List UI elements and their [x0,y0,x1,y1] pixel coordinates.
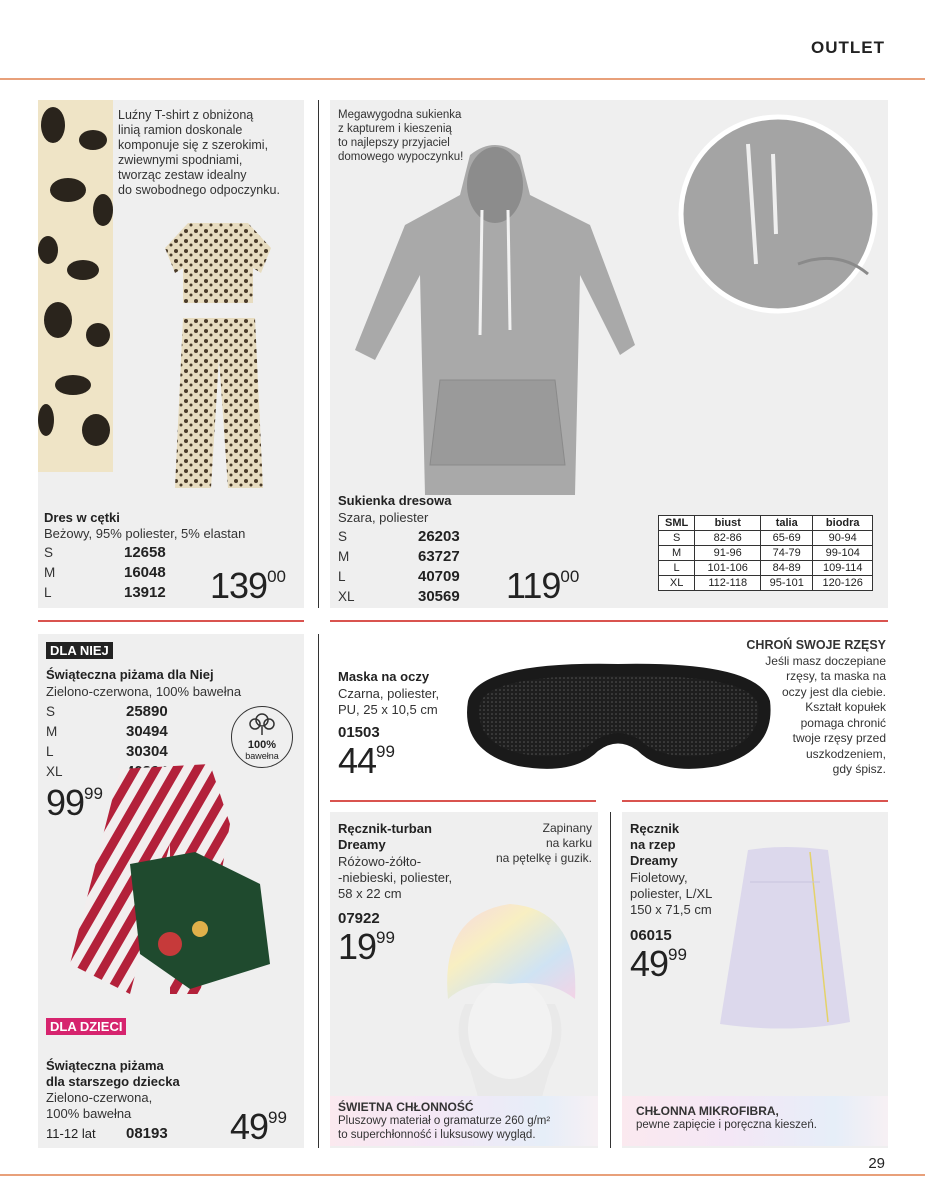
size-label: M [44,565,56,580]
turban-feature-stripe [330,1096,598,1146]
product-code: 26203 [418,528,460,545]
recznik-feature-stripe [622,1096,888,1146]
size-label: XL [338,589,355,604]
leopard-pajama-image [163,218,273,498]
price-int: 99 [46,782,85,823]
size-chart-cell: biust [695,516,761,531]
size-chart-row [659,561,873,576]
size-row [44,583,166,603]
price-dec: 99 [84,784,103,803]
kids-sub-line: Zielono-czerwona, [46,1090,153,1105]
size-chart-row [659,576,873,591]
size-chart-cell: 109-114 [813,561,873,576]
header-divider [0,78,925,80]
product-code: 16048 [124,564,166,581]
column-divider [318,100,319,608]
kids-product-code: 08193 [126,1125,168,1142]
dres-subtitle: Beżowy, 95% poliester, 5% elastan [44,526,246,541]
turban-price [338,926,395,968]
sleep-mask-image [458,656,778,786]
recznik-stripe-title: CHŁONNA MIKROFIBRA, [636,1104,779,1118]
product-code: 30494 [126,723,168,740]
sukienka-price [506,565,579,607]
dres-desc-line: Luźny T-shirt z obniżoną [118,108,254,122]
product-code: 63727 [418,548,460,565]
size-chart-cell: 101-106 [695,561,761,576]
maska-promo-line: Kształt kopułek [805,700,886,714]
turban-title-line: Ręcznik-turban [338,821,432,836]
sukienka-desc-line: Megawygodna sukienka [338,109,462,121]
size-row [46,742,168,762]
dres-size-list [44,543,166,603]
size-label: L [44,585,52,600]
size-label: S [338,529,348,544]
maska-section [330,634,888,794]
size-chart-cell: 82-86 [695,531,761,546]
price-dec: 99 [668,945,687,964]
size-chart-cell: 90-94 [813,531,873,546]
maska-promo-line: gdy śpisz. [832,762,886,776]
recznik-title-line: Ręcznik [630,821,680,836]
price-dec: 99 [268,1108,287,1127]
size-chart-row [659,531,873,546]
size-label: M [46,724,58,739]
turban-note-line: Zapinany [542,821,592,835]
turban-towel-image [430,894,600,1104]
pizama-subtitle: Zielono-czerwona, 100% bawełna [46,684,242,699]
recznik-stripe-line: pewne zapięcie i poręczna kieszeń. [636,1119,817,1131]
recznik-sub-line: Fioletowy, [630,870,688,885]
sukienka-desc-line: domowego wypoczynku! [338,151,464,163]
product-code: 40709 [418,568,460,585]
turban-sub-line: 58 x 22 cm [338,886,402,901]
price-int: 19 [338,926,377,967]
turban-stripe-title: ŚWIETNA CHŁONNOŚĆ [338,1100,474,1114]
maska-promo-line: uszkodzeniem, [805,746,886,761]
size-row [46,722,168,742]
cotton-flower-icon [247,711,277,735]
maska-promo-title: CHROŃ SWOJE RZĘSY [746,638,886,652]
recznik-title-line: Dreamy [630,853,678,868]
recznik-panel [622,812,888,1148]
page-number: 29 [868,1155,885,1172]
cotton-badge [231,706,293,768]
maska-promo-line: Jeśli masz doczepiane [765,653,886,668]
sukienka-desc-line: z kapturem i kieszenią [338,123,452,135]
size-chart-cell: 120-126 [813,576,873,591]
recznik-sub-line: poliester, L/XL [630,886,713,901]
kids-sub-line: 100% bawełna [46,1106,132,1121]
section-title: OUTLET [811,38,885,57]
kids-price [230,1106,287,1148]
maska-promo-line: pomaga chronić [800,715,886,730]
size-row [44,543,166,563]
turban-panel [330,812,598,1148]
column-divider [610,812,611,1148]
product-code: 30304 [126,743,168,760]
size-row [44,563,166,583]
dres-title: Dres w cętki [44,510,120,525]
section-divider [38,620,304,622]
size-chart-cell: SML [659,516,695,531]
turban-sub-line: Różowo-żółto- [338,854,422,869]
section-divider [330,800,596,802]
size-label: M [338,549,350,564]
hoodie-dress-image [350,135,640,505]
price-int: 119 [506,565,561,606]
recznik-price [630,943,687,985]
size-chart-cell: 112-118 [695,576,761,591]
maska-promo-line: twoje rzęsy przed [792,731,886,745]
dres-panel [38,100,304,608]
turban-note-line: na pętelkę i guzik. [495,851,592,865]
kids-title-line: Świąteczna piżama [46,1058,164,1073]
price-dec: 00 [560,567,580,586]
size-row [338,527,460,547]
dres-desc-line: tworząc zestaw idealny [118,168,247,182]
size-chart-cell: L [659,561,695,576]
size-chart-cell: M [659,546,695,561]
dres-desc-line: zwiewnymi spodniami, [118,153,243,167]
recznik-product-code: 06015 [630,927,672,944]
size-label: L [338,569,346,584]
maska-title: Maska na oczy [338,669,430,684]
maska-price [338,740,395,782]
size-row [338,587,460,607]
size-chart-cell: 91-96 [695,546,761,561]
section-divider [622,800,888,802]
size-row [338,547,460,567]
turban-sub-line: -niebieski, poliester, [338,870,453,885]
size-chart-header [659,516,873,531]
product-code: 13912 [124,584,166,601]
maska-sub-line: PU, 25 x 10,5 cm [338,702,438,717]
size-chart-cell: 74-79 [761,546,813,561]
size-chart-cell: talia [761,516,813,531]
sukienka-desc-line: to najlepszy przyjaciel [338,137,450,149]
size-row [46,702,168,722]
dres-desc-line: linią ramion doskonale [118,123,243,137]
size-label: L [46,744,54,759]
dres-desc-line: do swobodnego odpoczynku. [118,183,280,197]
maska-promo-line: rzęsy, ta maska na [786,669,886,683]
size-chart-cell: 95-101 [761,576,813,591]
size-label: S [44,545,54,560]
size-chart-table [658,515,873,591]
pizama-panel [38,634,304,1148]
wrap-towel-image [710,842,860,1042]
size-chart-cell: XL [659,576,695,591]
price-dec: 99 [376,928,395,947]
section-divider [330,620,888,622]
fabric-detail-circle [678,114,878,314]
turban-note-line: na karku [545,836,592,850]
turban-stripe-line: to superchłonność i luksusowy wygląd. [338,1129,536,1141]
sukienka-size-list [338,527,460,607]
sukienka-title: Sukienka dresowa [338,493,452,508]
dres-desc-line: komponuje się z szerokimi, [118,138,269,152]
price-dec: 99 [376,742,395,761]
recznik-title-line: na rzep [630,837,676,852]
dres-price [210,565,286,607]
price-int: 49 [630,943,669,984]
price-int: 49 [230,1106,269,1147]
kids-title-line: dla starszego dziecka [46,1074,180,1089]
maska-product-code: 01503 [338,724,380,741]
size-chart-cell: 99-104 [813,546,873,561]
product-code: 12658 [124,544,166,561]
recznik-sub-line: 150 x 71,5 cm [630,902,712,917]
pizama-title: Świąteczna piżama dla Niej [46,667,214,682]
maska-promo-line: oczy jest dla ciebie. [781,684,886,699]
size-label: XL [46,764,63,779]
leopard-fabric-image [38,100,113,472]
sukienka-subtitle: Szara, poliester [338,510,429,525]
cotton-percent: 100% [247,739,277,751]
size-chart-row [659,546,873,561]
turban-product-code: 07922 [338,910,380,927]
size-chart-cell: S [659,531,695,546]
kids-size-label: 11-12 lat [46,1126,96,1141]
size-chart-cell: 84-89 [761,561,813,576]
turban-title-line: Dreamy [338,837,386,852]
turban-stripe-line: Pluszowy materiał o gramaturze 260 g/m² [338,1115,551,1127]
badge-dla-niej: DLA NIEJ [46,642,113,659]
size-label: S [46,704,56,719]
price-int: 44 [338,740,377,781]
maska-sub-line: Czarna, poliester, [338,686,440,701]
cotton-word: bawełna [245,751,279,761]
size-row [338,567,460,587]
badge-dla-dzieci: DLA DZIECI [46,1018,126,1035]
christmas-pajama-image [60,764,290,1004]
footer-divider [0,1174,925,1176]
size-chart-cell: biodra [813,516,873,531]
price-dec: 00 [267,567,286,586]
column-divider [318,634,319,1148]
product-code: 25890 [126,703,168,720]
size-chart-cell: 65-69 [761,531,813,546]
product-code: 30569 [418,588,460,605]
price-int: 139 [210,565,268,606]
